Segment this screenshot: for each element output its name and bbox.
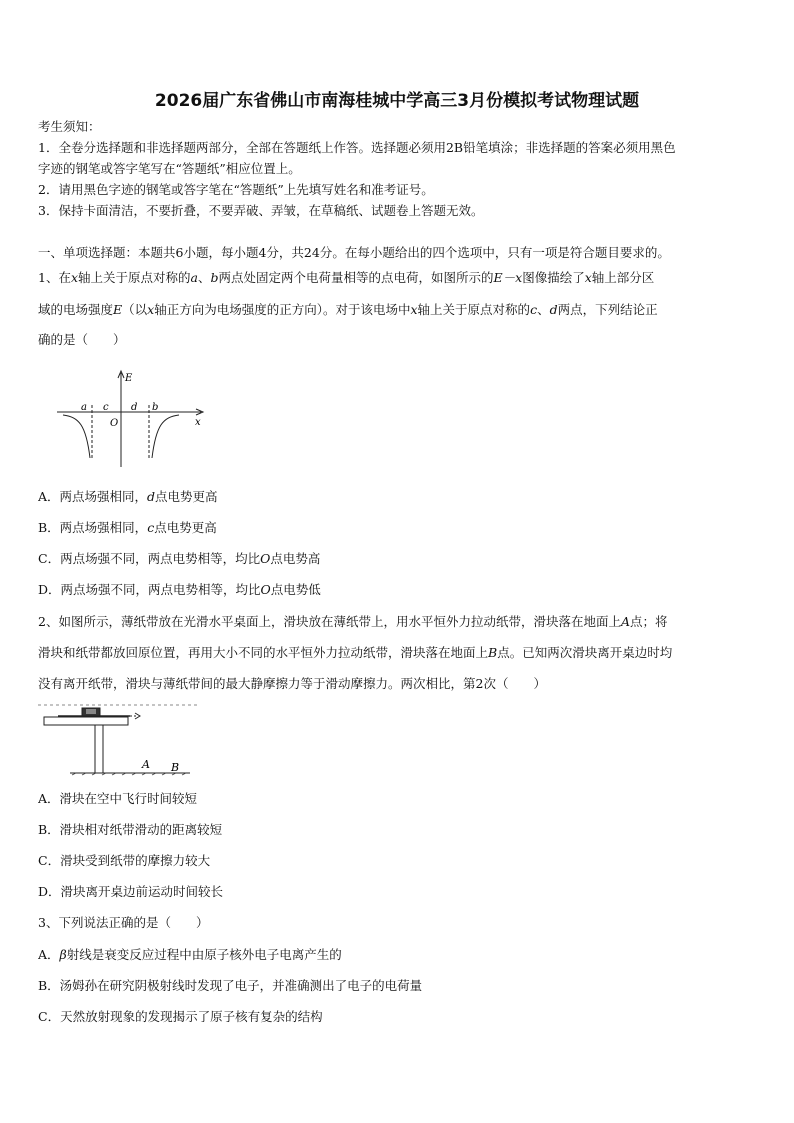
label-c: c [103, 402, 109, 413]
q3-option-c: C．天然放射现象的发现揭示了原子核有复杂的结构 [38, 1009, 323, 1024]
q2-option-c: C．滑块受到纸带的摩擦力较大 [38, 853, 211, 868]
q1-stem-line-2: 域的电场强度E（以x轴正方向为电场强度的正方向）。对于该电场中x轴上关于原点对称的c、d两点，下列结论正 [38, 302, 658, 317]
q2-stem-line-1: 2、如图所示，薄纸带放在光滑水平桌面上，滑块放在薄纸带上，用水平恒外力拉动纸带，滑块落在地面上A点；将 [38, 614, 668, 629]
table-leg [95, 725, 103, 773]
label-a: a [81, 402, 87, 413]
notice-item: 3．保持卡面清洁，不要折叠，不要弄破、弄皱，在草稿纸、试题卷上答题无效。 [38, 203, 484, 218]
q3-stem: 3、下列说法正确的是（ ） [38, 915, 209, 930]
label-d: d [131, 402, 138, 413]
curve-right [152, 415, 179, 458]
q2-stem-line-2: 滑块和纸带都放回原位置，再用大小不同的水平恒外力拉动纸带，滑块落在地面上B点。已知两次滑块离开桌边时均 [38, 645, 673, 660]
slider-block-top [86, 709, 96, 714]
q2-option-d: D．滑块离开桌边前运动时间较长 [38, 884, 224, 899]
label-O: O [110, 418, 119, 429]
table-top [44, 717, 128, 725]
landing-point-A: A [142, 758, 150, 771]
q1-stem-line-3: 确的是（ ） [38, 332, 126, 347]
q1-option-b: B．两点场强相同，c点电势更高 [38, 520, 217, 535]
q2-table-figure [38, 700, 198, 780]
label-x: x [195, 417, 201, 428]
label-E: E [125, 373, 133, 384]
q2-stem-line-3: 没有离开纸带，滑块与薄纸带间的最大静摩擦力等于滑动摩擦力。两次相比，第2次（ ） [38, 676, 546, 691]
q1-e-x-graph [55, 365, 215, 470]
section-heading: 一、单项选择题：本题共6小题，每小题4分，共24分。在每小题给出的四个选项中，只有一项是符合题目要求的。 [38, 245, 670, 260]
q3-option-a: A．β射线是衰变反应过程中由原子核外电子电离产生的 [38, 947, 342, 962]
q1-option-c: C．两点场强不同，两点电势相等，均比O点电势高 [38, 551, 321, 566]
q3-option-b: B．汤姆孙在研究阴极射线时发现了电子，并准确测出了电子的电荷量 [38, 978, 423, 993]
label-b: b [152, 402, 159, 413]
landing-point-B: B [171, 761, 180, 774]
notice-item: 2．请用黑色字迹的钢笔或答字笔在“答题纸”上先填写姓名和准考证号。 [38, 182, 434, 197]
q2-option-a: A．滑块在空中飞行时间较短 [38, 791, 198, 806]
notice-item: 1．全卷分选择题和非选择题两部分，全部在答题纸上作答。选择题必须用2B铅笔填涂；非选择题的答案必须用黑色 [38, 140, 676, 155]
page-title: 2026届广东省佛山市南海桂城中学高三3月份模拟考试物理试题 [154, 91, 640, 111]
q1-option-d: D．两点场强不同，两点电势相等，均比O点电势低 [38, 582, 321, 597]
notice-item: 字迹的钢笔或答字笔写在“答题纸”相应位置上。 [38, 161, 301, 176]
q1-stem-line-1: 1、在x轴上关于原点对称的a、b两点处固定两个电荷量相等的点电荷，如图所示的E－x图像描绘了x轴上部分区 [38, 270, 655, 285]
q1-option-a: A．两点场强相同，d点电势更高 [38, 489, 218, 504]
curve-left [63, 415, 90, 458]
notice-heading: 考生须知： [38, 119, 101, 134]
q2-option-b: B．滑块相对纸带滑动的距离较短 [38, 822, 223, 837]
